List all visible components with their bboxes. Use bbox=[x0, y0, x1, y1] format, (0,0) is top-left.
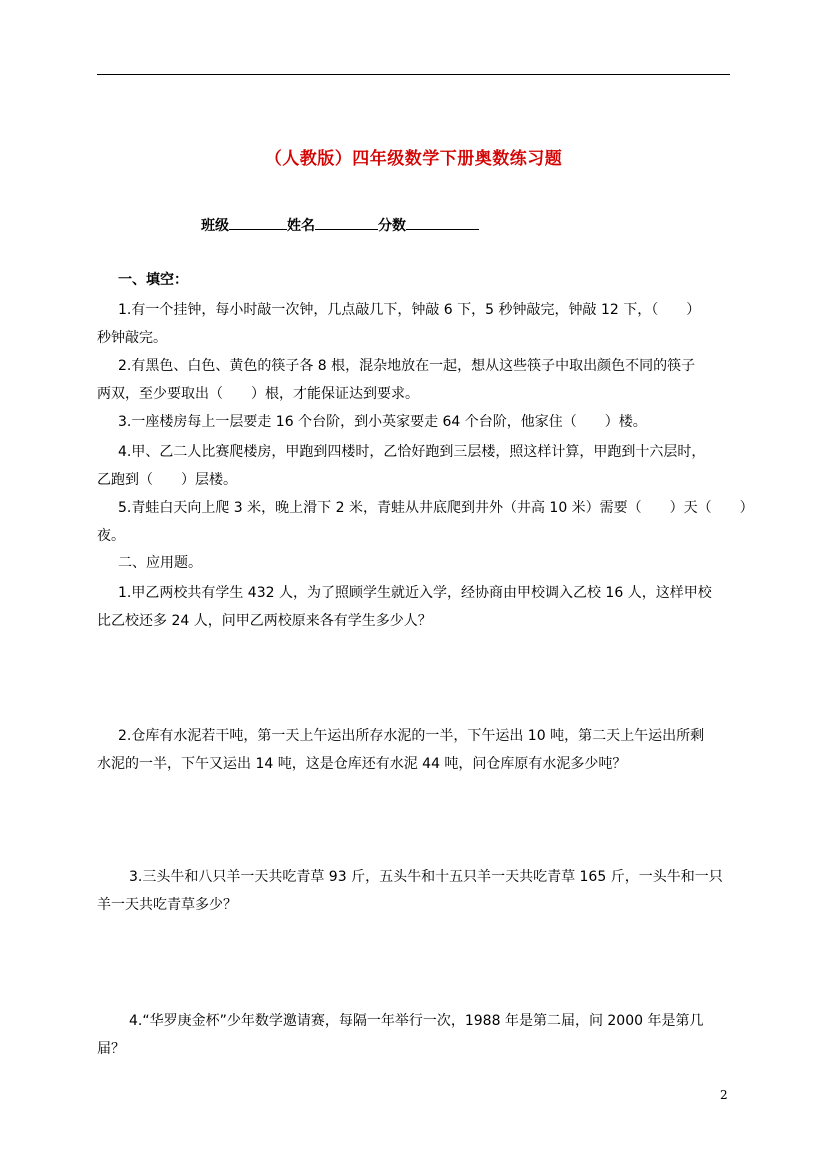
word-problem-3-line-2: 羊一天共吃青草多少？ bbox=[97, 897, 237, 913]
fill-question-1-line-2: 秒钟敲完。 bbox=[97, 330, 167, 346]
name-label: 姓名 bbox=[287, 218, 315, 234]
fill-question-1-line-1: 1.有一个挂钟，每小时敲一次钟，几点敲几下，钟敲 6 下，5 秒钟敲完，钟敲 12 下，（ ） bbox=[118, 302, 701, 318]
section-1-heading: 一、填空： bbox=[118, 272, 188, 288]
page-number: 2 bbox=[720, 1088, 728, 1102]
fill-question-5-line-2: 夜。 bbox=[97, 528, 125, 544]
section-2-heading: 二、应用题。 bbox=[118, 555, 202, 571]
word-problem-4-line-1: 4.“华罗庚金杯”少年数学邀请赛，每隔一年举行一次，1988 年是第二届，问 2000 年是第几 bbox=[129, 1013, 704, 1029]
class-blank[interactable] bbox=[229, 215, 287, 230]
document-title: （人教版）四年级数学下册奥数练习题 bbox=[264, 149, 563, 169]
fill-question-4-line-1: 4.甲、乙二人比赛爬楼房，甲跑到四楼时，乙恰好跑到三层楼，照这样计算，甲跑到十六层时， bbox=[118, 444, 706, 460]
fill-question-4-line-2: 乙跑到（ ）层楼。 bbox=[97, 472, 237, 488]
word-problem-1-line-2: 比乙校还多 24 人，问甲乙两校原来各有学生多少人？ bbox=[97, 613, 432, 629]
header-rule bbox=[97, 74, 730, 75]
name-blank[interactable] bbox=[315, 215, 378, 230]
fill-question-2-line-2: 两双，至少要取出（ ）根，才能保证达到要求。 bbox=[97, 386, 419, 402]
fill-question-5-line-1: 5.青蛙白天向上爬 3 米，晚上滑下 2 米，青蛙从井底爬到井外（井高 10 米）需要（ ）天（ ） bbox=[118, 500, 754, 516]
word-problem-1-line-1: 1.甲乙两校共有学生 432 人，为了照顾学生就近入学，经协商由甲校调入乙校 16 人，这样甲校 bbox=[118, 585, 712, 601]
word-problem-4-line-2: 届？ bbox=[97, 1041, 125, 1057]
word-problem-2-line-2: 水泥的一半，下午又运出 14 吨，这是仓库还有水泥 44 吨，问仓库原有水泥多少吨？ bbox=[97, 756, 627, 772]
class-label: 班级 bbox=[201, 218, 229, 234]
fill-question-3: 3.一座楼房每上一层要走 16 个台阶，到小英家要走 64 个台阶，他家住（ ）楼。 bbox=[118, 414, 647, 430]
student-info-line bbox=[201, 215, 479, 235]
word-problem-2-line-1: 2.仓库有水泥若干吨，第一天上午运出所存水泥的一半，下午运出 10 吨，第二天上午运出所剩 bbox=[118, 728, 705, 744]
score-blank[interactable] bbox=[406, 215, 479, 230]
word-problem-3-line-1: 3.三头牛和八只羊一天共吃青草 93 斤，五头牛和十五只羊一天共吃青草 165 斤，一头牛和一只 bbox=[129, 869, 723, 885]
score-label: 分数 bbox=[378, 218, 406, 234]
fill-question-2-line-1: 2.有黑色、白色、黄色的筷子各 8 根，混杂地放在一起，想从这些筷子中取出颜色不同的筷子 bbox=[118, 358, 696, 374]
